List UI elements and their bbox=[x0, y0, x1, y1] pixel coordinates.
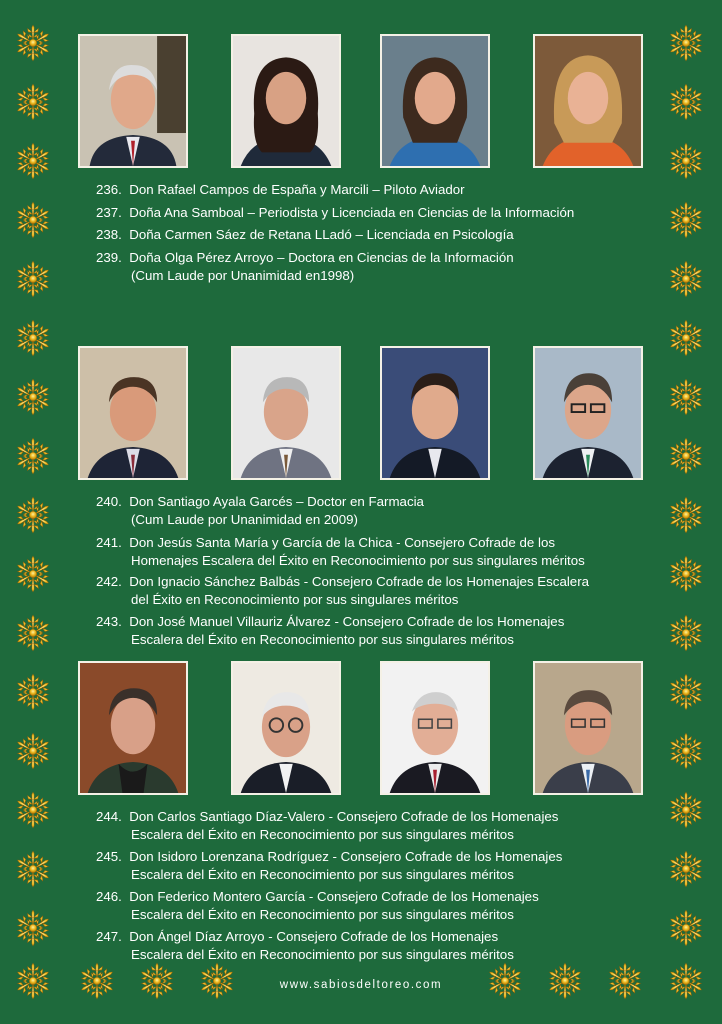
snowflake-icon bbox=[14, 909, 52, 947]
snowflake-icon bbox=[14, 850, 52, 888]
snowflake-icon bbox=[14, 378, 52, 416]
entry-text: Don Jesús Santa María y García de la Chica - Consejero Cofrade de los bbox=[129, 535, 555, 550]
entry-number: 247. bbox=[96, 929, 122, 944]
snowflake-icon bbox=[14, 732, 52, 770]
list-item bbox=[96, 493, 424, 528]
snowflake-icon bbox=[14, 260, 52, 298]
snowflake-icon bbox=[667, 260, 705, 298]
entry-number: 236. bbox=[96, 182, 122, 197]
entry-text-line2: Escalera del Éxito en Reconocimiento por sus singulares méritos bbox=[131, 866, 514, 882]
entry-text-line2: Homenajes Escalera del Éxito en Reconocimiento por sus singulares méritos bbox=[131, 552, 585, 568]
snowflake-icon bbox=[14, 437, 52, 475]
website-link[interactable]: www.sabiosdeltoreo.com bbox=[279, 979, 443, 991]
snowflake-icon bbox=[14, 614, 52, 652]
snowflake-icon bbox=[14, 24, 52, 62]
snowflake-icon bbox=[14, 142, 52, 180]
portrait-photo bbox=[533, 346, 643, 480]
entry-text: Don Rafael Campos de España y Marcili – Piloto Aviador bbox=[129, 182, 465, 197]
snowflake-icon bbox=[667, 909, 705, 947]
entry-number: 244. bbox=[96, 809, 122, 824]
entry-text: Don José Manuel Villauriz Álvarez - Consejero Cofrade de los Homenajes bbox=[129, 614, 565, 629]
list-item bbox=[96, 573, 589, 608]
portrait-photo bbox=[231, 34, 341, 168]
list-item bbox=[96, 888, 539, 923]
list-item bbox=[96, 613, 564, 648]
entry-text: Don Isidoro Lorenzana Rodríguez - Consejero Cofrade de los Homenajes bbox=[129, 849, 563, 864]
entry-text: Doña Carmen Sáez de Retana LLadó – Licenciada en Psicología bbox=[129, 227, 514, 242]
entry-text: Doña Ana Samboal – Periodista y Licenciada en Ciencias de la Información bbox=[129, 205, 575, 220]
list-item bbox=[96, 848, 562, 883]
portrait-photo bbox=[78, 661, 188, 795]
portrait-photo bbox=[231, 661, 341, 795]
portrait-photo bbox=[380, 661, 490, 795]
list-item bbox=[96, 204, 574, 222]
snowflake-icon bbox=[667, 142, 705, 180]
portrait-photo bbox=[231, 346, 341, 480]
snowflake-icon bbox=[14, 83, 52, 121]
snowflake-icon bbox=[14, 555, 52, 593]
snowflake-icon bbox=[667, 201, 705, 239]
snowflake-icon bbox=[14, 496, 52, 534]
snowflake-icon bbox=[667, 732, 705, 770]
entry-number: 240. bbox=[96, 494, 122, 509]
portrait-photo bbox=[78, 34, 188, 168]
entry-text-line2: Escalera del Éxito en Reconocimiento por sus singulares méritos bbox=[131, 906, 514, 922]
list-item bbox=[96, 181, 465, 199]
entry-number: 241. bbox=[96, 535, 122, 550]
entry-number: 246. bbox=[96, 889, 122, 904]
snowflake-icon bbox=[667, 319, 705, 357]
entry-text: Don Carlos Santiago Díaz-Valero - Consejero Cofrade de los Homenajes bbox=[129, 809, 559, 824]
entry-text-line2: Escalera del Éxito en Reconocimiento por sus singulares méritos bbox=[131, 631, 514, 647]
entry-number: 245. bbox=[96, 849, 122, 864]
snowflake-icon bbox=[14, 201, 52, 239]
portrait-photo bbox=[380, 346, 490, 480]
entry-text-line2: Escalera del Éxito en Reconocimiento por sus singulares méritos bbox=[131, 826, 514, 842]
list-item bbox=[96, 249, 514, 284]
entry-text: Doña Olga Pérez Arroyo – Doctora en Ciencias de la Información bbox=[129, 250, 514, 265]
snowflake-icon bbox=[14, 791, 52, 829]
snowflake-icon bbox=[667, 24, 705, 62]
list-item bbox=[96, 928, 514, 963]
entry-text-line2: Escalera del Éxito en Reconocimiento por sus singulares méritos bbox=[131, 946, 514, 962]
entry-text-line2: (Cum Laude por Unanimidad en1998) bbox=[131, 267, 355, 283]
entry-number: 242. bbox=[96, 574, 122, 589]
snowflake-icon bbox=[667, 673, 705, 711]
snowflake-icon bbox=[667, 83, 705, 121]
list-item bbox=[96, 534, 585, 569]
entry-number: 237. bbox=[96, 205, 122, 220]
snowflake-icon bbox=[667, 496, 705, 534]
portrait-photo bbox=[533, 661, 643, 795]
entry-number: 239. bbox=[96, 250, 122, 265]
snowflake-icon bbox=[667, 555, 705, 593]
list-item bbox=[96, 226, 514, 244]
entry-text: Don Ángel Díaz Arroyo - Consejero Cofrade de los Homenajes bbox=[129, 929, 499, 944]
entry-text: Don Santiago Ayala Garcés – Doctor en Farmacia bbox=[129, 494, 424, 509]
entry-number: 238. bbox=[96, 227, 122, 242]
list-item bbox=[96, 808, 558, 843]
snowflake-icon bbox=[667, 378, 705, 416]
portrait-photo bbox=[78, 346, 188, 480]
entry-text: Don Federico Montero García - Consejero Cofrade de los Homenajes bbox=[129, 889, 539, 904]
portrait-photo bbox=[533, 34, 643, 168]
snowflake-icon bbox=[667, 850, 705, 888]
entry-text: Don Ignacio Sánchez Balbás - Consejero Cofrade de los Homenajes Escalera bbox=[129, 574, 590, 589]
portrait-photo bbox=[380, 34, 490, 168]
snowflake-icon bbox=[667, 437, 705, 475]
snowflake-icon bbox=[667, 614, 705, 652]
entry-number: 243. bbox=[96, 614, 122, 629]
snowflake-icon bbox=[14, 673, 52, 711]
entry-text-line2: del Éxito en Reconocimiento por sus singulares méritos bbox=[131, 591, 459, 607]
entry-text-line2: (Cum Laude por Unanimidad en 2009) bbox=[131, 511, 358, 527]
snowflake-icon bbox=[667, 791, 705, 829]
snowflake-icon bbox=[14, 319, 52, 357]
